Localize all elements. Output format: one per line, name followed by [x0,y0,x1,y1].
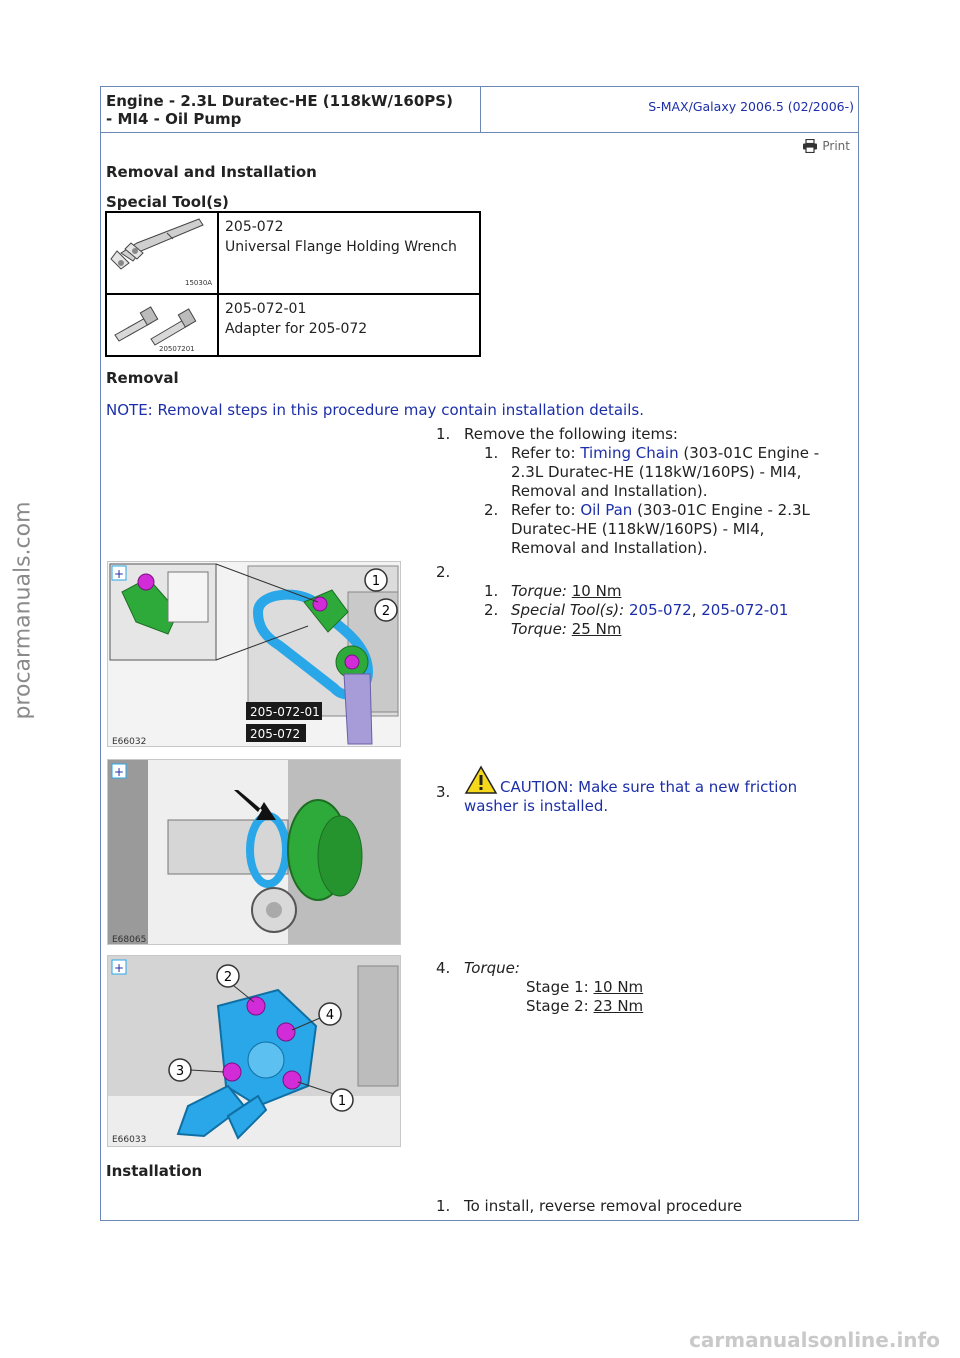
tool-number: 205-072-01 [225,301,307,317]
section-title: Removal and Installation [106,163,317,181]
step-3-figure[interactable] [107,759,401,945]
tool-name: Universal Flange Holding Wrench [225,239,457,255]
figure-code: E68065 [112,935,147,944]
caution-text-line1: CAUTION: Make sure that a new friction [500,778,798,796]
figure-callout-4: 4 [325,1008,335,1023]
removal-step-1: 1. Remove the following items: 1. Refer to: Timing Chain (303-01C Engine - 2.3L Duratec-HE (118kW/160PS) - MI4, Removal and Installation). 2. Refer to: Oil Pan (303-01C Engine - 2.3L Duratec-HE (118kW/160PS) - MI4, Removal and Installation). [436,425,820,557]
tool-tag-1: 205-072-01 [250,705,320,719]
figure-callout-1: 1 [371,574,381,589]
tool-name: Adapter for 205-072 [225,321,368,337]
page-header [101,87,858,133]
printer-icon [802,139,818,153]
removal-step-4: 4. Torque: Stage 1: 10 Nm Stage 2: 23 Nm [436,959,644,1015]
tool-205-072-link[interactable]: 205-072 [629,601,692,619]
installation-step-1: 1. To install, reverse removal procedure [436,1197,743,1215]
header-divider [480,87,481,132]
oil-pan-link[interactable]: Oil Pan [580,501,633,519]
timing-chain-link[interactable]: Timing Chain [580,444,679,462]
print-label: Print [822,139,850,153]
tool-image-code: 15030A [185,279,213,287]
watermark-bottom: carmanualsonline.info [689,1328,940,1352]
torque-value: 10 Nm [571,582,622,600]
document-frame [100,86,859,1221]
page-title: Engine - 2.3L Duratec-HE (118kW/160PS) - MI4 - Oil Pump [106,92,453,128]
tool-image [107,213,219,293]
torque-value: 25 Nm [571,620,622,638]
figure-code: E66033 [112,1135,147,1145]
figure-callout-2: 2 [381,604,391,619]
step-2-figure[interactable] [107,561,401,747]
removal-heading: Removal [106,369,179,387]
model-label: S-MAX/Galaxy 2006.5 (02/2006-) [648,99,854,114]
removal-note: NOTE: Removal steps in this procedure may contain installation details. [106,401,644,419]
svg-text:+: + [114,961,125,975]
removal-step-3: 3. CAUTION: Make sure that a new friction washer is installed. [436,781,856,825]
svg-text:+: + [114,567,125,581]
tool-text [225,299,367,339]
figure-callout-1: 1 [337,1094,347,1109]
figure-callout-2: 2 [223,970,233,985]
tool-number: 205-072 [225,219,284,235]
stage-1-torque: 10 Nm [593,978,644,996]
step-4-figure[interactable] [107,955,401,1147]
print-button[interactable] [802,139,850,153]
tool-205-072-01-link[interactable]: 205-072-01 [701,601,789,619]
tool-tag-2: 205-072 [250,727,301,741]
installation-heading: Installation [106,1162,203,1180]
warning-icon [464,765,498,795]
figure-callout-3: 3 [175,1064,185,1079]
stage-2-torque: 23 Nm [593,997,644,1015]
tool-image [107,295,219,355]
figure-code: E66032 [112,737,147,746]
svg-text:+: + [114,765,125,779]
removal-step-2: 2. 1. Torque: 10 Nm 2. Special Tool(s): 205-072, 205-072-01 Torque: 25 Nm [436,563,789,638]
special-tools-heading: Special Tool(s) [106,193,229,211]
caution-text-line2: washer is installed. [464,797,609,815]
tool-text [225,217,457,257]
tool-image-code: 20507201 [159,345,195,353]
watermark-left: procarmanuals.com [10,500,36,720]
special-tools-table [105,211,481,357]
tool-row [107,295,479,355]
tool-row [107,213,479,295]
